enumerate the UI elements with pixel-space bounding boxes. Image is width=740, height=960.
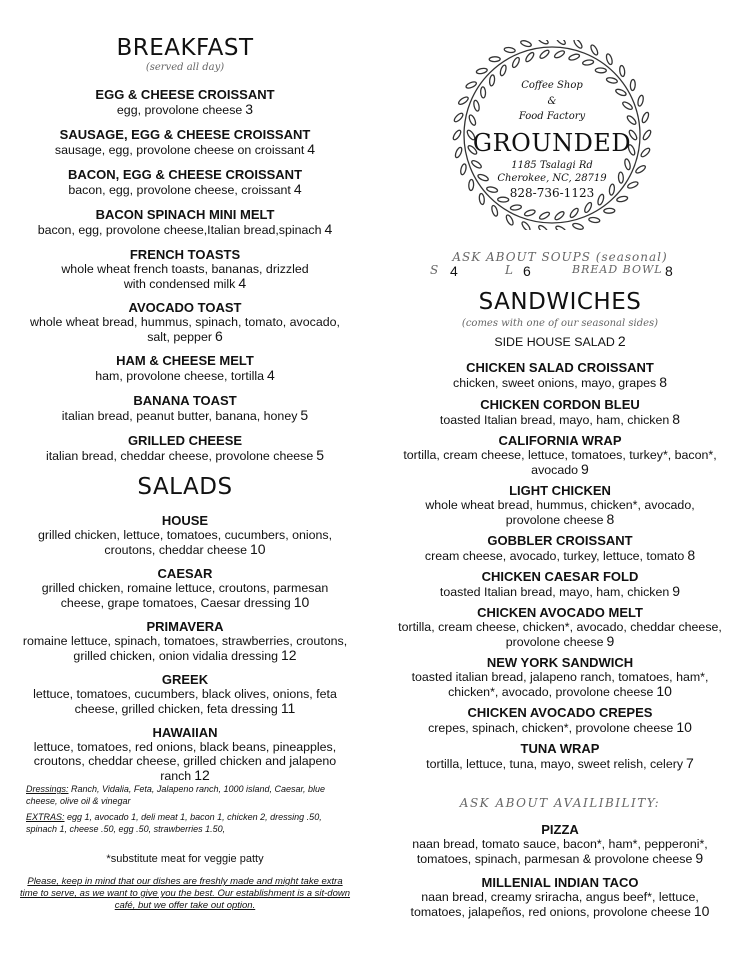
dressings-note: Dressings: Ranch, Vidalia, Feta, Jalapeno ranch, 1000 island, Caesar, blue cheese, olive oil & vinegar (26, 784, 326, 806)
laurel-leaf (505, 214, 514, 226)
laurel-leaf (476, 67, 488, 74)
menu-item: CHICKEN AVOCADO CREPES crepes, spinach, chicken*, provolone cheese 10 (428, 705, 692, 735)
laurel-leaf (583, 202, 592, 214)
laurel-leaf (573, 40, 584, 49)
salads-title: SALADS (137, 474, 233, 500)
logo-address-2: Cherokee, NC, 28719 (497, 173, 607, 184)
availability-heading: ASK ABOUT AVAILIBILITY: (459, 796, 661, 810)
menu-item: HAWAIIAN lettuce, tomatoes, red onions, black beans, pineapples, croutons, cheddar cheese, grilled chicken and jalapeno ranch 12 (33, 725, 337, 783)
menu-item: CHICKEN CORDON BLEU toasted Italian bread, mayo, ham, chicken 8 (439, 397, 681, 427)
menu-item: EGG & CHEESE CROISSANT egg, provolone cheese 3 (95, 87, 275, 117)
breakfast-subtitle: (served all day) (145, 62, 225, 73)
laurel-leaf (554, 49, 566, 59)
sandwiches-subtitle: (comes with one of our seasonal sides) (461, 318, 659, 329)
laurel-leaf (491, 205, 499, 217)
laurel-leaf (504, 47, 516, 53)
laurel-leaf (582, 59, 594, 65)
laurel-leaf (555, 225, 567, 230)
laurel-leaf (499, 64, 507, 76)
menu-item: PRIMAVERA romaine lettuce, spinach, tomatoes, strawberries, croutons, grilled chicken, onion vidalia dressing 12 (22, 619, 348, 663)
laurel-leaf (590, 44, 599, 56)
substitute-note: *substitute meat for veggie patty (106, 853, 264, 865)
menu-item: PIZZA naan bread, tomato sauce, bacon*, ham*, pepperoni*, tomatoes, spinach, parmesan & provolone cheese 9 (412, 822, 708, 866)
menu-item: CAESAR grilled chicken, romaine lettuce, croutons, parmesan cheese, grape tomatoes, Caesar dressing 10 (41, 566, 329, 610)
logo-ampersand: & (547, 96, 557, 107)
laurel-leaf (595, 68, 606, 73)
laurel-leaf (511, 57, 520, 69)
logo (442, 40, 662, 230)
menu-item: LIGHT CHICKEN whole wheat bread, hummus, chicken*, avocado, provolone cheese 8 (425, 483, 695, 527)
menu-item: GOBBLER CROISSANT cream cheese, avocado, turkey, lettuce, tomato 8 (424, 533, 696, 563)
logo-tagline-2: Food Factory (518, 111, 586, 122)
laurel-leaf (489, 57, 500, 62)
soups-prices: S 4 L 6 BREAD BOWL 8 (430, 263, 673, 279)
laurel-leaf (539, 211, 551, 221)
menu-item: SAUSAGE, EGG & CHEESE CROISSANT sausage, egg, provolone cheese on croissant 4 (54, 127, 316, 157)
laurel-leaf (524, 209, 536, 217)
extras-note: EXTRAS: egg 1, avocado 1, deli meat 1, bacon 1, chicken 2, dressing .50, spinach 1, cheese .50, egg .50, strawberries 1.50, (26, 812, 322, 834)
menu-item: GRILLED CHEESE italian bread, cheddar cheese, provolone cheese 5 (45, 433, 325, 463)
laurel-leaf (524, 51, 535, 63)
menu-item: BACON SPINACH MINI MELT bacon, egg, provolone cheese,Italian bread,spinach 4 (37, 207, 333, 237)
laurel-leaf (554, 210, 565, 221)
laurel-leaf (510, 204, 522, 210)
breakfast-title: BREAKFAST (116, 35, 254, 61)
laurel-leaf (589, 217, 601, 223)
menu-item: AVOCADO TOAST whole wheat bread, hummus, spinach, tomato, avocado, salt, pepper 6 (30, 300, 340, 344)
menu-item: BANANA TOAST italian bread, peanut butter, banana, honey 5 (61, 393, 309, 423)
menu-item: BACON, EGG & CHEESE CROISSANT bacon, egg, provolone cheese, croissant 4 (67, 167, 303, 197)
laurel-leaf (537, 224, 548, 230)
menu-item: GREEK lettuce, tomatoes, cucumbers, black olives, onions, feta cheese, grilled chicken, feta dressing 11 (33, 672, 337, 716)
logo-tagline-1: Coffee Shop (521, 80, 583, 91)
menu-item: MILLENIAL INDIAN TACO naan bread, creamy sriracha, angus beef*, lettuce, tomatoes, jalapeños, red onions, provolone cheese 10 (410, 875, 710, 919)
laurel-leaf (537, 40, 549, 45)
menu-item: CHICKEN CAESAR FOLD toasted Italian bread, mayo, ham, chicken 9 (439, 569, 681, 599)
menu-item: CALIFORNIA WRAP tortilla, cream cheese, lettuce, tomatoes, turkey*, bacon*, avocado 9 (403, 433, 717, 477)
laurel-leaf (605, 53, 613, 65)
menu-item: HAM & CHEESE MELT ham, provolone cheese, tortilla 4 (95, 353, 275, 383)
disclaimer: Please, keep in mind that our dishes are freshly made and might take extra time to serve, as we want to give you the best. Our establishment is a sit-down café, but we offer take out option. (20, 876, 351, 911)
laurel-leaf (521, 221, 532, 230)
sandwiches-title: SANDWICHES (478, 289, 642, 315)
menu-item: TUNA WRAP tortilla, lettuce, tuna, mayo, sweet relish, celery 7 (426, 741, 694, 771)
laurel-leaf (619, 65, 625, 77)
laurel-leaf (568, 53, 580, 61)
menu-item: CHICKEN SALAD CROISSANT chicken, sweet onions, mayo, grapes 8 (453, 360, 667, 390)
menu-item: HOUSE grilled chicken, lettuce, tomatoes, cucumbers, onions, croutons, cheddar cheese 10 (37, 513, 333, 557)
menu-item: NEW YORK SANDWICH toasted italian bread, jalapeno ranch, tomatoes, ham*, chicken*, avocado, provolone cheese 10 (411, 655, 709, 699)
laurel-leaf (555, 40, 566, 46)
laurel-leaf (539, 49, 550, 60)
logo-address-1: 1185 Tsalagi Rd (511, 160, 593, 171)
menu-item: CHICKEN AVOCADO MELT tortilla, cream cheese, chicken*, avocado, cheddar cheese, provolone cheese 9 (398, 605, 722, 649)
laurel-leaf (604, 208, 615, 213)
menu-item: FRENCH TOASTS whole wheat french toasts, bananas, drizzled with condensed milk 4 (61, 247, 309, 291)
logo-phone: 828-736-1123 (509, 186, 595, 200)
soups-heading: ASK ABOUT SOUPS (seasonal) (452, 250, 668, 264)
logo-name: GROUNDED (472, 129, 632, 157)
laurel-leaf (520, 40, 532, 48)
laurel-leaf (569, 207, 580, 219)
laurel-leaf (572, 222, 584, 230)
side-salad: SIDE HOUSE SALAD 2 (494, 333, 626, 349)
